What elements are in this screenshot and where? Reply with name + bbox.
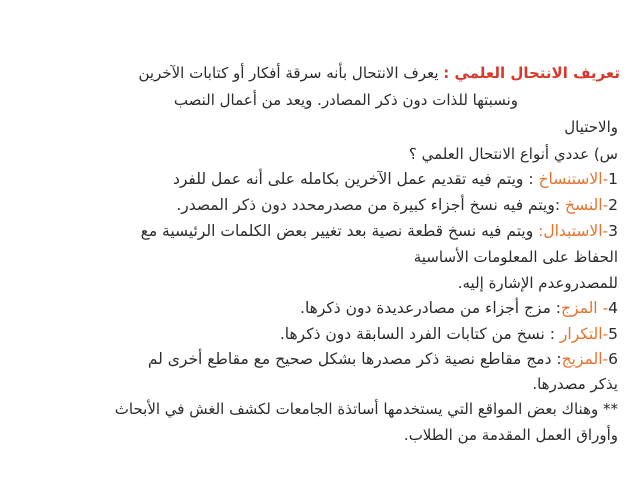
definition-line-1 — [4, 66, 620, 81]
type-3-line-3: للمصدروعدم الإشارة إليه. — [457, 274, 618, 292]
type-3-desc-1: ويتم فيه نسخ قطعة نصية بعد تغيير بعض الكلمات الرئيسية مع — [140, 222, 539, 240]
definition-line-3: والاحتيال — [564, 118, 618, 136]
type-5-desc: : نسخ من كتابات الفرد السابقة دون ذكرها. — [279, 325, 560, 343]
type-1-line — [4, 172, 618, 188]
type-3-term: -الاستبدال: — [538, 222, 609, 240]
type-3-line-2: الحفاظ على المعلومات الأساسية — [413, 248, 618, 266]
type-2-line — [4, 198, 618, 214]
note-line-2: وأوراق العمل المقدمة من الطلاب. — [403, 426, 618, 444]
type-4-desc: : مزج أجزاء من مصادرعديدة دون ذكرها. — [300, 299, 562, 317]
type-4-term: - المزج — [561, 299, 609, 317]
definition-line-2: ونسبتها للذات دون ذكر المصادر. ويعد من أعمال النصب — [173, 91, 518, 109]
type-1-desc: : ويتم فيه تقديم عمل الآخرين بكامله على أنه عمل للفرد — [172, 170, 539, 188]
question-line: س) عددي أنواع الانتحال العلمي ؟ — [408, 145, 618, 163]
type-4-number: 4 — [608, 299, 618, 317]
definition-title: تعريف الانتحال العلمي : — [443, 64, 620, 82]
type-1-number: 1 — [608, 170, 618, 188]
type-2-desc: :ويتم فيه نسخ أجزاء كبيرة من مصدرمحدد دون ذكر المصدر. — [176, 196, 565, 214]
type-3-line-1 — [4, 224, 618, 240]
type-6-desc-1: : دمج مقاطع نصية ذكر مصدرها بشكل صحيح مع مقاطع أخرى لم — [147, 350, 562, 368]
type-6-line-1 — [4, 352, 618, 368]
type-1-term: -الاستنساخ — [538, 170, 609, 188]
type-6-number: 6 — [608, 350, 618, 368]
type-4-line — [4, 301, 618, 317]
type-5-number: 5 — [608, 325, 618, 343]
type-2-number: 2 — [608, 196, 618, 214]
type-6-term: -المزيج — [561, 350, 609, 368]
type-2-term: -النسخ — [564, 196, 609, 214]
definition-text-1: يعرف الانتحال بأنه سرقة أفكار أو كتابات الآخرين — [138, 64, 444, 82]
type-5-line — [4, 327, 618, 343]
note-line-1: ** وهناك بعض المواقع التي يستخدمها أساتذة الجامعات لكشف الغش في الأبحاث — [114, 400, 618, 418]
type-5-term: -التكرار — [559, 325, 609, 343]
type-3-number: 3 — [608, 222, 618, 240]
type-6-line-2: يذكر مصدرها. — [532, 375, 618, 393]
